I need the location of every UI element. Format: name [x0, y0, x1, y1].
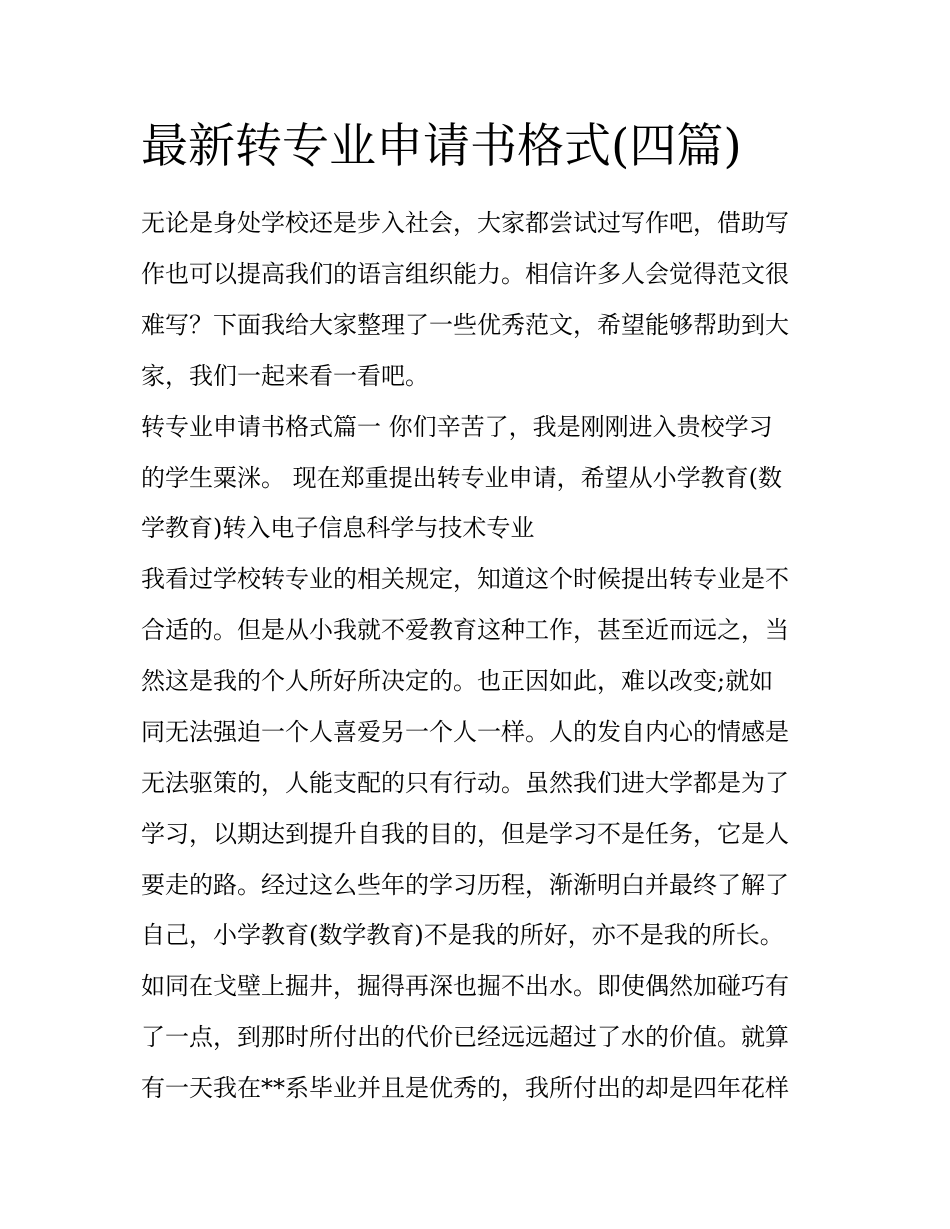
text-line: 自己，小学教育(数学教育)不是我的所好，亦不是我的所长。 — [141, 921, 784, 949]
text-line: 我看过学校转专业的相关规定，知道这个时候提出转专业是不 — [141, 565, 789, 593]
text-line: 作也可以提高我们的语言组织能力。相信许多人会觉得范文很 — [141, 260, 789, 288]
text-line: 有一天我在**系毕业并且是优秀的，我所付出的却是四年花样 — [141, 1074, 789, 1102]
text-line: 家，我们一起来看一看吧。 — [141, 362, 429, 390]
text-line: 无法驱策的，人能支配的只有行动。虽然我们进大学都是为了 — [141, 769, 789, 797]
text-line: 学习，以期达到提升自我的目的，但是学习不是任务，它是人 — [141, 820, 789, 848]
text-line: 转专业申请书格式篇一 你们辛苦了，我是刚刚进入贵校学习 — [141, 413, 773, 441]
text-line: 然这是我的个人所好所决定的。也正因如此，难以改变;就如 — [141, 667, 774, 695]
text-line: 如同在戈壁上掘井，掘得再深也掘不出水。即使偶然加碰巧有 — [141, 972, 789, 1000]
text-line: 要走的路。经过这么些年的学习历程，渐渐明白并最终了解了 — [141, 871, 789, 899]
text-line: 了一点，到那时所付出的代价已经远远超过了水的价值。就算 — [141, 1023, 789, 1051]
document-title: 最新转专业申请书格式(四篇) — [141, 119, 742, 174]
text-line: 同无法强迫一个人喜爱另一个人一样。人的发自内心的情感是 — [141, 718, 789, 746]
text-line: 难写？下面我给大家整理了一些优秀范文，希望能够帮助到大 — [141, 311, 789, 339]
text-line: 合适的。但是从小我就不爱教育这种工作，甚至近而远之，当 — [141, 616, 789, 644]
text-line: 无论是身处学校还是步入社会，大家都尝试过写作吧，借助写 — [141, 209, 789, 237]
text-line: 的学生粟洣。 现在郑重提出转专业申请，希望从小学教育(数 — [141, 464, 782, 492]
text-line: 学教育)转入电子信息科学与技术专业 — [141, 514, 535, 542]
